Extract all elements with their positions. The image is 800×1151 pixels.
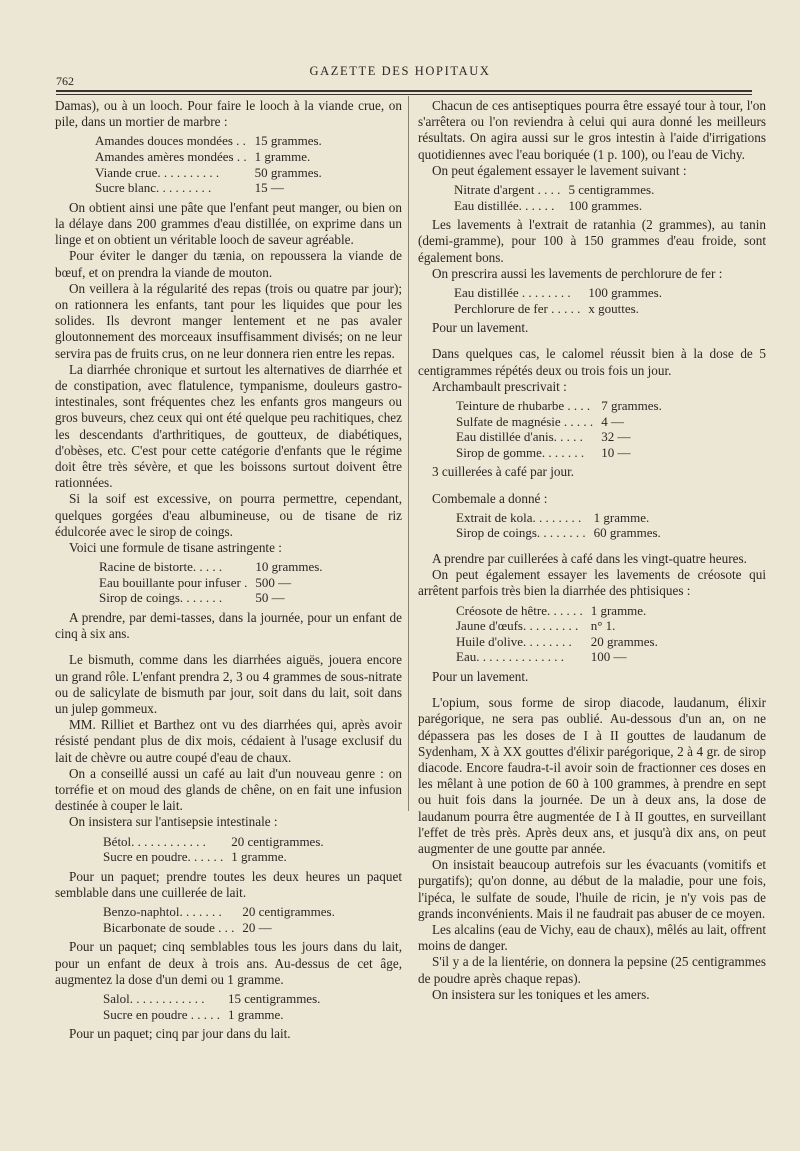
quantity: 1 gramme. [227, 1006, 284, 1022]
prescription-row [454, 198, 654, 214]
paragraph: On obtient ainsi une pâte que l'enfant peut manger, ou bien on la délaye dans 200 grammes d'eau distillée, on exprime dans un linge et on obtient un véritable looch de saveur agréable. [55, 199, 402, 248]
quantity: 15 grammes. [254, 133, 322, 149]
quantity: 50 grammes. [254, 164, 322, 180]
ingredient: Benzo-naphtol. . . . . . . [103, 904, 222, 920]
page-number: 762 [56, 74, 74, 88]
quantity: 100 grammes. [588, 285, 662, 301]
ingredient: Extrait de kola. . . . . . . . [456, 509, 582, 525]
paragraph: A prendre, par demi-tasses, dans la journée, pour un enfant de cinq à six ans. [55, 610, 402, 642]
prescription-row [454, 301, 662, 317]
ingredient: Sirop de gomme. . . . . . . [456, 444, 585, 460]
quantity: 500 — [255, 574, 292, 590]
quantity: x gouttes. [588, 300, 639, 316]
paragraph: La diarrhée chronique et surtout les alternatives de diarrhée et de constipation, avec flatulence, tympanisme, douleurs gastro-intestinales, sont fréquentes chez les enfants gros mangeurs ou gros buveurs, chez ceux qui ont été quelque peu rachitiques, chez les descendants d'arthritiques, de goutteux, de diabétiques, d'obèses, etc. C'est pour cette catégorie d'enfants que le régime doit être très sévère, et que les boissons surtout doivent être rationnées. [55, 361, 402, 491]
header-rule [56, 90, 752, 92]
ingredient: Bicarbonate de soude . . . [103, 919, 235, 935]
paragraph: On peut également essayer les lavements de créosote qui arrêtent parfois très bien la diarrhée des phtisiques : [418, 567, 766, 599]
ingredient: Eau bouillante pour infuser . [99, 574, 248, 590]
ingredient: Amandes amères mondées . . [95, 149, 247, 164]
quantity: n° 1. [590, 618, 616, 634]
prescription-row [103, 904, 335, 920]
prescription-row [103, 1007, 320, 1023]
ingredient: Salol. . . . . . . . . . . . [103, 991, 205, 1007]
quantity: 32 — [601, 429, 631, 445]
prescription-row [99, 575, 323, 591]
prescription [456, 603, 658, 665]
ingredient: Viande crue. . . . . . . . . . [95, 164, 220, 180]
paragraph: Pour un paquet; cinq semblables tous les jours dans du lait, pour un enfant de deux à trois ans. Au-dessus de cet âge, augmentez la dose d'un demi ou 1 gramme. [55, 939, 402, 987]
prescription-row [456, 429, 662, 445]
paragraph: On insistait beaucoup autrefois sur les évacuants (vomitifs et purgatifs); qu'on donne, au début de la maladie, pour une fois, l'ipéca, le sulfate de soude, l'huile de ricin, je n'y vois pas de grands inconvénients. Mais il ne faudrait pas abuser de ce moyen. [418, 857, 766, 921]
header-rule-thin [56, 94, 752, 95]
quantity: 1 gramme. [593, 509, 650, 525]
paragraph: Pour un lavement. [432, 320, 529, 336]
prescription-row [95, 180, 322, 196]
paragraph: On a conseillé aussi un café au lait d'un nouveau genre : on torréfie et on moud des glands de chêne, on en fait une infusion destinée à couper le lait. [55, 765, 402, 814]
ingredient: Nitrate d'argent . . . . [454, 182, 561, 198]
quantity: 20 — [242, 919, 272, 935]
paragraph: Les lavements à l'extrait de ratanhia (2 grammes), au tanin (demi-gramme), pour 100 à 150 grammes d'eau froide, sont également bons. [418, 217, 766, 265]
paragraph: 3 cuillerées à café par jour. [432, 464, 575, 480]
ingredient: Sulfate de magnésie . . . . . [456, 413, 594, 429]
quantity: 100 grammes. [568, 197, 643, 213]
quantity: 10 — [601, 444, 631, 460]
paragraph: Voici une formule de tisane astringente : [69, 540, 282, 556]
left-column [55, 98, 402, 1042]
running-title: GAZETTE DES HOPITAUX [309, 64, 491, 78]
prescription-row [95, 133, 322, 149]
prescription-row [95, 149, 322, 165]
ingredient: Eau distillée. . . . . . [454, 197, 555, 213]
paragraph: On insistera sur les toniques et les amers. [432, 986, 650, 1002]
quantity: 7 grammes. [601, 398, 662, 414]
right-column [418, 98, 766, 1003]
prescription-row [456, 414, 662, 430]
ingredient: Sucre en poudre. . . . . . [103, 849, 224, 865]
ingredient: Bétol. . . . . . . . . . . . [103, 833, 206, 849]
prescription-row [103, 920, 335, 936]
ingredient: Perchlorure de fer . . . . . [454, 300, 581, 316]
prescription-row [103, 991, 320, 1007]
prescription-row [456, 398, 662, 414]
prescription [99, 559, 323, 606]
quantity: 15 — [254, 180, 284, 196]
paragraph: Dans quelques cas, le calomel réussit bien à la dose de 5 centigrammes répétés deux ou trois fois un jour. [418, 346, 766, 378]
prescription-row [99, 559, 323, 575]
quantity: 4 — [601, 413, 624, 429]
quantity: 10 grammes. [255, 559, 323, 575]
quantity: 50 — [255, 590, 285, 606]
prescription-row [103, 849, 324, 865]
quantity: 60 grammes. [593, 525, 661, 541]
prescription [95, 133, 322, 195]
prescription-row [456, 525, 661, 541]
quantity: 1 gramme. [231, 849, 287, 865]
prescription-row [456, 510, 661, 526]
prescription-row [454, 182, 654, 198]
paragraph: S'il y a de la lientérie, on donnera la pepsine (25 centigrammes de poudre après chaque repas). [418, 954, 766, 986]
ingredient: Eau distillée d'anis. . . . . [456, 429, 583, 445]
quantity: 20 centigrammes. [231, 833, 324, 849]
prescription [454, 182, 654, 213]
ingredient: Sirop de coings. . . . . . . . [456, 525, 586, 541]
ingredient: Amandes douces mondées . . [95, 133, 246, 149]
prescription-row [456, 634, 658, 650]
column-divider [408, 96, 409, 811]
paragraph: On peut également essayer le lavement suivant : [432, 162, 687, 178]
quantity: 1 gramme. [254, 149, 311, 164]
ingredient: Eau distillée . . . . . . . . [454, 285, 571, 301]
paragraph: A prendre par cuillerées à café dans les vingt-quatre heures. [432, 550, 747, 566]
prescription [103, 904, 335, 935]
quantity: 100 — [590, 649, 627, 665]
prescription-row [454, 285, 662, 301]
prescription-row [456, 649, 658, 665]
ingredient: Créosote de hêtre. . . . . . [456, 602, 583, 618]
paragraph: Chacun de ces antiseptiques pourra être essayé tour à tour, l'on s'arrêtera ou l'on reviendra à celui qui aura donné les meilleurs résultats. On agira aussi sur le gros intestin à l'aide d'irrigations quotidiennes avec l'eau boriquée (1 p. 100), ou l'eau de Vichy. [418, 98, 766, 162]
paragraph: On veillera à la régularité des repas (trois ou quatre par jour); on rationnera les enfants, tant pour les liquides que pour les solides. Ils devront manger lentement et ne pas avaler gloutonnement des morceaux insuffisamment divisés; on ne leur servira pas de fruits crus, on ne leur donnera rien entre les repas. [55, 280, 402, 361]
paragraph: Combemale a donné : [432, 490, 548, 506]
ingredient: Racine de bistorte. . . . . [99, 559, 223, 575]
quantity: 1 gramme. [590, 602, 647, 618]
prescription-row [103, 834, 324, 850]
paragraph: Pour un paquet; prendre toutes les deux heures un paquet semblable dans une cuillerée de lait. [55, 868, 402, 901]
ingredient: Huile d'olive. . . . . . . . [456, 633, 572, 649]
paragraph: L'opium, sous forme de sirop diacode, laudanum, élixir parégorique, ne sera pas oublié. Au-dessous d'un an, on ne dépassera pas les doses de I à II gouttes de laudanum de Sydenham, X à XX gouttes d'élixir parégorique, 2 à 4 gr. de sirop diacode. Encore faudra-t-il avoir soin de fractionner ces doses en les mêlant à une potion de 60 à 100 grammes, à prendre en sept ou huit fois dans la journée. De un à deux ans, la dose de laudanum pourra être augmentée de I à II gouttes, en surveillant l'effet de très près. Après deux ans, et jusqu'à dix ans, on peut augmenter de une goutte par année. [418, 695, 766, 856]
ingredient: Teinture de rhubarbe . . . . [456, 398, 591, 414]
paragraph: Pour éviter le danger du tænia, on repoussera la viande de bœuf, et on prendra la viande de mouton. [55, 248, 402, 280]
prescription-row [95, 165, 322, 181]
prescription-row [456, 445, 662, 461]
ingredient: Sucre blanc. . . . . . . . . [95, 180, 212, 196]
paragraph: MM. Rilliet et Barthez ont vu des diarrhées qui, après avoir résisté pendant plus de dix mois, cédaient à l'usage exclusif du lait de chèvre ou autre coupé d'eau de chaux. [55, 717, 402, 765]
prescription [456, 510, 661, 541]
prescription [103, 834, 324, 865]
prescription-row [99, 590, 323, 606]
paragraph: On insistera sur l'antisepsie intestinale : [69, 814, 278, 830]
prescription [456, 398, 662, 460]
ingredient: Jaune d'œufs. . . . . . . . . [456, 618, 579, 634]
prescription-row [456, 603, 658, 619]
paragraph: Archambault prescrivait : [432, 378, 567, 394]
prescription [103, 991, 320, 1022]
quantity: 20 centigrammes. [242, 904, 335, 920]
paragraph: Si la soif est excessive, on pourra permettre, cependant, quelques gorgées d'eau albumineuse, ou de tisane de riz édulcorée avec le sirop de coings. [55, 491, 402, 539]
ingredient: Eau. . . . . . . . . . . . . . [456, 649, 564, 665]
prescription-row [456, 618, 658, 634]
paragraph: On prescrira aussi les lavements de perchlorure de fer : [432, 265, 723, 281]
paragraph: Damas), ou à un looch. Pour faire le looch à la viande crue, on pile, dans un mortier de marbre : [55, 98, 402, 130]
paragraph: Le bismuth, comme dans les diarrhées aiguës, jouera encore un grand rôle. L'enfant prendra 2, 3 ou 4 grammes de sous-nitrate ou de salicylate de bismuth par jour, soit dans du lait, soit dans un julep gommeux. [55, 652, 402, 717]
paragraph: Pour un lavement. [432, 668, 529, 684]
ingredient: Sirop de coings. . . . . . . [99, 590, 223, 606]
paragraph: Les alcalins (eau de Vichy, eau de chaux), mêlés au lait, offrent moins de danger. [418, 922, 766, 954]
prescription [454, 285, 662, 316]
quantity: 5 centigrammes. [568, 182, 655, 198]
quantity: 20 grammes. [590, 633, 658, 649]
ingredient: Sucre en poudre . . . . . [103, 1006, 220, 1022]
paragraph: Pour un paquet; cinq par jour dans du lait. [69, 1026, 291, 1042]
quantity: 15 centigrammes. [227, 991, 321, 1007]
